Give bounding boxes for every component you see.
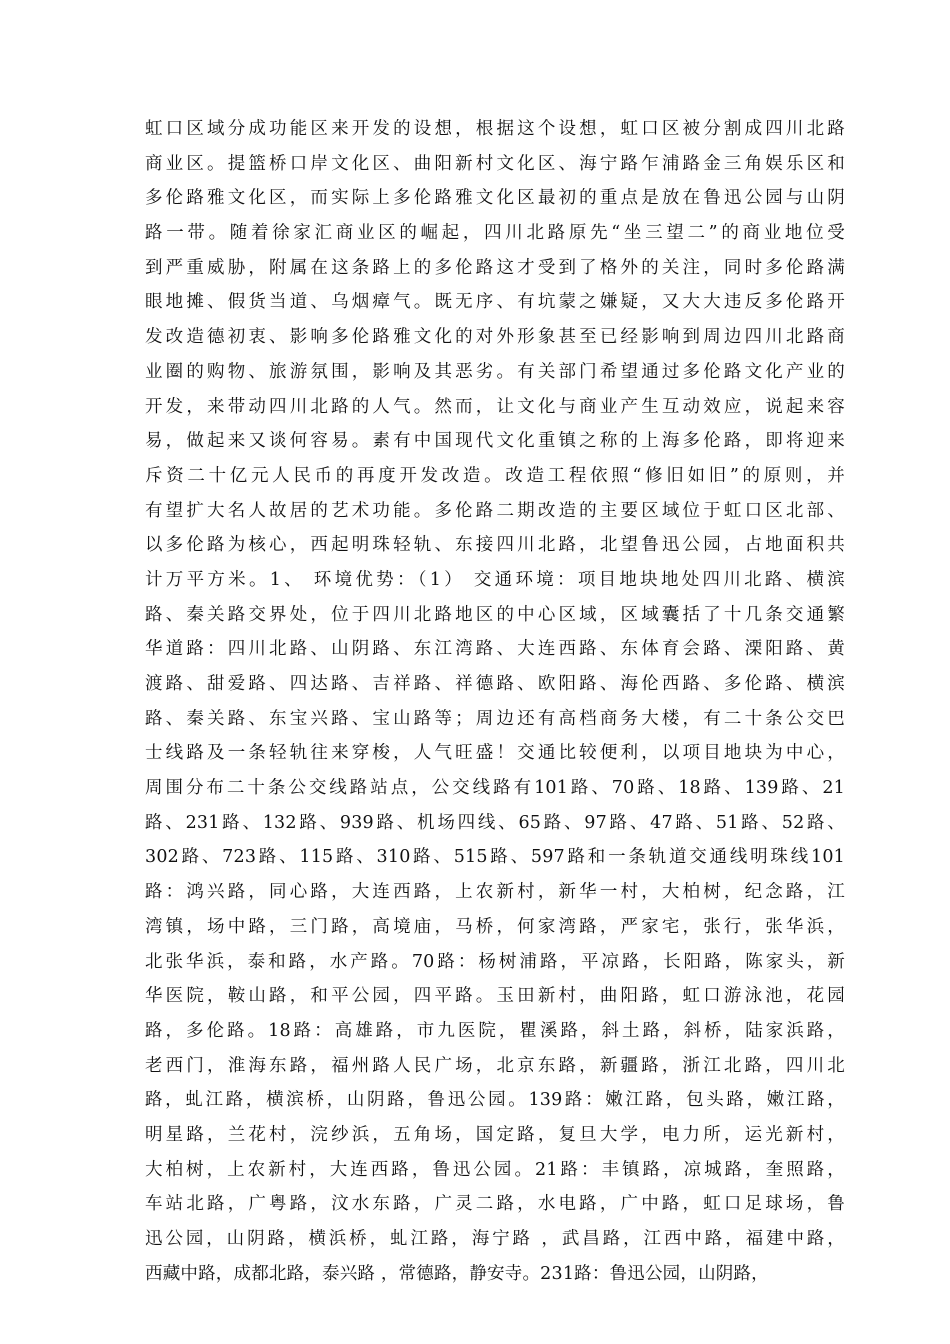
text-line: 华医院，鞍山路，和平公园，四平路。玉田新村，曲阳路，虹口游泳池，花园 <box>145 986 845 1007</box>
text-line: 路：鸿兴路，同心路，大连西路，上农新村，新华一村，大柏树，纪念路，江 <box>145 882 845 903</box>
text-line: 有望扩大名人故居的艺术功能。多伦路二期改造的主要区域位于虹口区北部、 <box>145 500 845 521</box>
text-line: 路、秦关路交界处，位于四川北路地区的中心区域，区域囊括了十几条交通繁 <box>145 604 845 625</box>
text-line: 迅公园，山阴路，横浜桥，虬江路，海宁路 ，武昌路，江西中路，福建中路， <box>145 1229 845 1249</box>
text-line: 路、231路、132路、939路、机场四线、65路、97路、47路、51路、52路、 <box>145 812 845 833</box>
text-line: 斥资二十亿元人民币的再度开发改造。改造工程依照“修旧如旧”的原则，并 <box>145 465 845 486</box>
text-line: 北张华浜，泰和路，水产路。70路：杨树浦路，平凉路，长阳路，陈家头，新 <box>145 951 845 972</box>
text-line: 商业区。提篮桥口岸文化区、曲阳新村文化区、海宁路乍浦路金三角娱乐区和 <box>145 153 845 174</box>
text-line: 老西门，淮海东路，福州路人民广场，北京东路，新疆路，浙江北路，四川北 <box>145 1055 845 1076</box>
text-line: 计万平方米。1、 环境优势：（1） 交通环境：项目地块地处四川北路、横滨 <box>145 569 845 590</box>
text-line: 路、秦关路、东宝兴路、宝山路等；周边还有高档商务大楼，有二十条公交巴 <box>145 708 845 729</box>
text-line: 周围分布二十条公交线路站点，公交线路有101路、70路、18路、139路、21 <box>145 778 845 799</box>
text-line: 302路、723路、115路、310路、515路、597路和一条轨道交通线明珠线101 <box>145 847 845 868</box>
text-line: 大柏树，上农新村，大连西路，鲁迅公园。21路：丰镇路，凉城路，奎照路， <box>145 1159 845 1180</box>
text-line: 虹口区域分成功能区来开发的设想，根据这个设想，虹口区被分割成四川北路 <box>145 119 845 139</box>
text-line: 华道路：四川北路、山阴路、东江湾路、大连西路、东体育会路、溧阳路、黄 <box>145 639 845 660</box>
text-line: 到严重威胁，附属在这条路上的多伦路这才受到了格外的关注，同时多伦路满 <box>145 257 845 278</box>
text-line: 开发，来带动四川北路的人气。然而，让文化与商业产生互动效应，说起来容 <box>145 396 845 417</box>
text-line: 发改造德初衷、影响多伦路雅文化的对外形象甚至已经影响到周边四川北路商 <box>145 327 845 348</box>
text-line: 业圈的购物、旅游氛围，影响及其恶劣。有关部门希望通过多伦路文化产业的 <box>145 361 845 382</box>
body-text <box>145 112 845 1291</box>
text-line: 西藏中路，成都北路，泰兴路 ，常德路，静安寺。231路：鲁迅公园，山阴路， <box>145 1263 769 1284</box>
text-line: 易，做起来又谈何容易。素有中国现代文化重镇之称的上海多伦路，即将迎来 <box>145 431 845 452</box>
text-line: 眼地摊、假货当道、乌烟瘴气。既无序、有坑蒙之嫌疑，又大大违反多伦路开 <box>145 292 845 313</box>
text-line: 车站北路，广粤路，汶水东路，广灵二路，水电路，广中路，虹口足球场，鲁 <box>145 1194 845 1215</box>
text-line: 路一带。随着徐家汇商业区的崛起，四川北路原先“坐三望二”的商业地位受 <box>145 223 845 244</box>
text-line: 明星路，兰花村，浣纱浜，五角场，国定路，复旦大学，电力所，运光新村， <box>145 1124 845 1145</box>
text-line: 士线路及一条轻轨往来穿梭，人气旺盛！交通比较便利，以项目地块为中心， <box>145 743 845 764</box>
text-line: 湾镇，场中路，三门路，高境庙，马桥，何家湾路，严家宅，张行，张华浜， <box>145 916 845 937</box>
text-line: 路，虬江路，横滨桥，山阴路，鲁迅公园。139路：嫩江路，包头路，嫩江路， <box>145 1090 845 1111</box>
text-line: 路，多伦路。18路：高雄路，市九医院，瞿溪路，斜土路，斜桥，陆家浜路， <box>145 1020 845 1041</box>
text-line: 多伦路雅文化区，而实际上多伦路雅文化区最初的重点是放在鲁迅公园与山阴 <box>145 188 845 209</box>
text-line: 渡路、甜爱路、四达路、吉祥路、祥德路、欧阳路、海伦西路、多伦路、横滨 <box>145 674 845 694</box>
text-line: 以多伦路为核心，西起明珠轻轨、东接四川北路，北望鲁迅公园，占地面积共 <box>145 535 845 556</box>
